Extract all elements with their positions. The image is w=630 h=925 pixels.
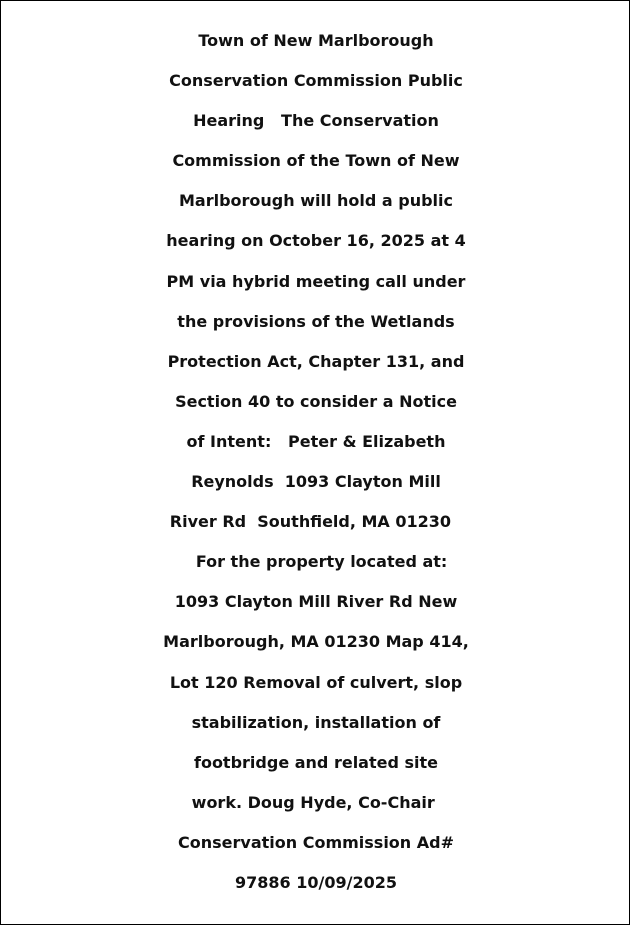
- notice-line: Marlborough, MA 01230 Map 414,: [163, 632, 469, 652]
- notice-line: of Intent: Peter & Elizabeth: [186, 431, 446, 451]
- notice-line: footbridge and related site: [193, 752, 438, 772]
- notice-line: PM via hybrid meeting call under: [166, 271, 466, 291]
- notice-line: Hearing The Conservation: [193, 111, 439, 131]
- notice-line: For the property located at:: [184, 552, 448, 572]
- notice-line: 1093 Clayton Mill River Rd New: [174, 592, 458, 612]
- notice-line: work. Doug Hyde, Co-Chair: [191, 792, 441, 812]
- notice-line: stabilization, installation of: [191, 712, 441, 732]
- notice-line: the provisions of the Wetlands: [177, 311, 455, 331]
- notice-body: [1, 21, 630, 903]
- notice-line: 97886 10/09/2025: [235, 872, 397, 892]
- notice-line: Conservation Commission Ad#: [178, 832, 454, 852]
- notice-line: Lot 120 Removal of culvert, slop: [169, 672, 463, 692]
- notice-line: Conservation Commission Public: [169, 71, 463, 91]
- notice-line: Marlborough will hold a public: [178, 191, 454, 211]
- notice-line: hearing on October 16, 2025 at 4: [166, 231, 466, 251]
- notice-line: Commission of the Town of New: [172, 151, 460, 171]
- notice-line: Reynolds 1093 Clayton Mill: [191, 472, 441, 492]
- notice-line: Town of New Marlborough: [198, 31, 434, 50]
- notice-line: River Rd Southfield, MA 01230: [169, 512, 463, 532]
- notice-line: Section 40 to consider a Notice: [175, 391, 457, 411]
- notice-line: Protection Act, Chapter 131, and: [167, 351, 465, 371]
